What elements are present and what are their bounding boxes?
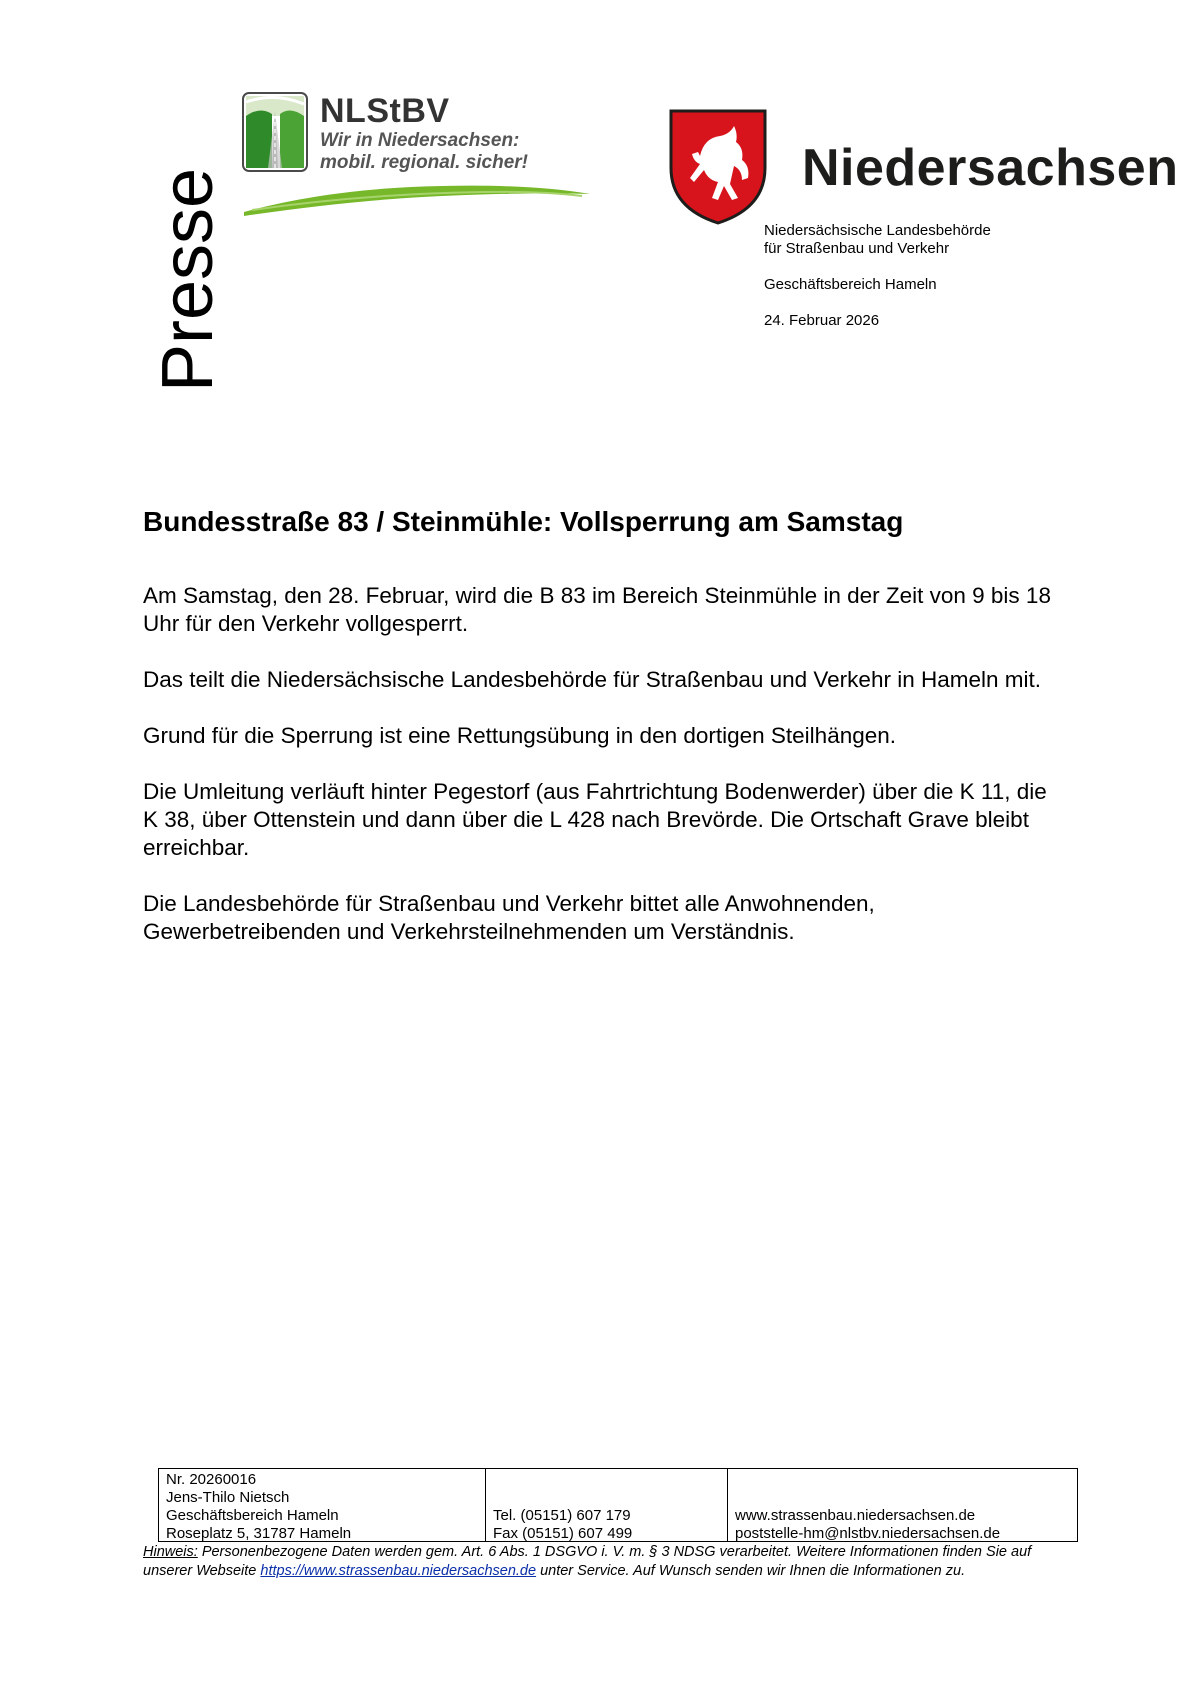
footer-division: Geschäftsbereich Hameln (166, 1507, 339, 1524)
footer-contact-table (158, 1468, 1078, 1542)
paragraph: Grund für die Sperrung ist eine Rettungsübung in den dortigen Steilhängen. (143, 723, 897, 748)
green-swoosh-icon (242, 182, 592, 222)
notice-text-end: unter Service. Auf Wunsch senden wir Ihnen die Informationen zu. (536, 1562, 966, 1579)
press-body (143, 582, 1063, 974)
nlstbv-title: NLStBV (320, 92, 450, 130)
nlstbv-slogan-line2: mobil. regional. sicher! (320, 152, 528, 173)
paragraph: Die Landesbehörde für Straßenbau und Verkehr bittet alle Anwohnenden, Gewerbetreibenden und Verkehrsteilnehmenden um Verständnis. (143, 891, 875, 944)
paragraph: Das teilt die Niedersächsische Landesbehörde für Straßenbau und Verkehr in Hameln mit. (143, 667, 1041, 692)
footer-col-web (728, 1469, 1078, 1541)
authority-line2: für Straßenbau und Verkehr (764, 240, 950, 257)
state-name: Niedersachsen (802, 139, 1179, 197)
paragraph: Die Umleitung verläuft hinter Pegestorf (aus Fahrtrichtung Bodenwerder) über die K 11, die K 38, über Ottenstein und dann über die L 428 nach Brevörde. Die Ortschaft Grave bleibt erreichbar. (143, 779, 1047, 860)
presse-side-label: Presse (148, 167, 228, 392)
notice-label: Hinweis: (143, 1544, 198, 1560)
authority-block (764, 222, 991, 330)
contact-person: Jens-Thilo Nietsch (166, 1489, 290, 1506)
paragraph: Am Samstag, den 28. Februar, wird die B 83 im Bereich Steinmühle in der Zeit von 9 bis 18 Uhr für den Verkehr vollgesperrt. (143, 583, 1051, 636)
nlstbv-logo (242, 92, 602, 222)
horse-crest-icon (668, 108, 768, 226)
privacy-notice (143, 1543, 1063, 1580)
authority-line1: Niedersächsische Landesbehörde (764, 222, 991, 239)
footer-address: Roseplatz 5, 31787 Hameln (166, 1525, 352, 1542)
notice-text: Personenbezogene Daten werden gem. Art. 6 Abs. 1 DSGVO i. V. m. § 3 NDSG verarbeitet. Weitere Informationen finden Sie auf unserer Webseite (143, 1544, 1032, 1579)
press-number: Nr. 20260016 (166, 1471, 257, 1488)
nlstbv-slogan-line1: Wir in Niedersachsen: (320, 130, 520, 151)
website-link[interactable]: https://www.strassenbau.niedersachsen.de (260, 1562, 537, 1579)
press-date: 24. Februar 2026 (764, 312, 880, 329)
nlstbv-slogan (320, 130, 528, 174)
footer-col-contact (159, 1469, 486, 1541)
niedersachsen-logo (668, 108, 1179, 228)
footer-col-phone (486, 1469, 728, 1541)
footer-fax: Fax (05151) 607 499 (493, 1525, 633, 1542)
footer-website[interactable]: www.strassenbau.niedersachsen.de (735, 1507, 976, 1524)
authority-division: Geschäftsbereich Hameln (764, 276, 937, 293)
road-landscape-icon (242, 92, 308, 172)
footer-tel: Tel. (05151) 607 179 (493, 1507, 631, 1524)
page-title: Bundesstraße 83 / Steinmühle: Vollsperrung am Samstag (143, 506, 904, 537)
footer-email[interactable]: poststelle-hm@nlstbv.niedersachsen.de (735, 1525, 1001, 1542)
